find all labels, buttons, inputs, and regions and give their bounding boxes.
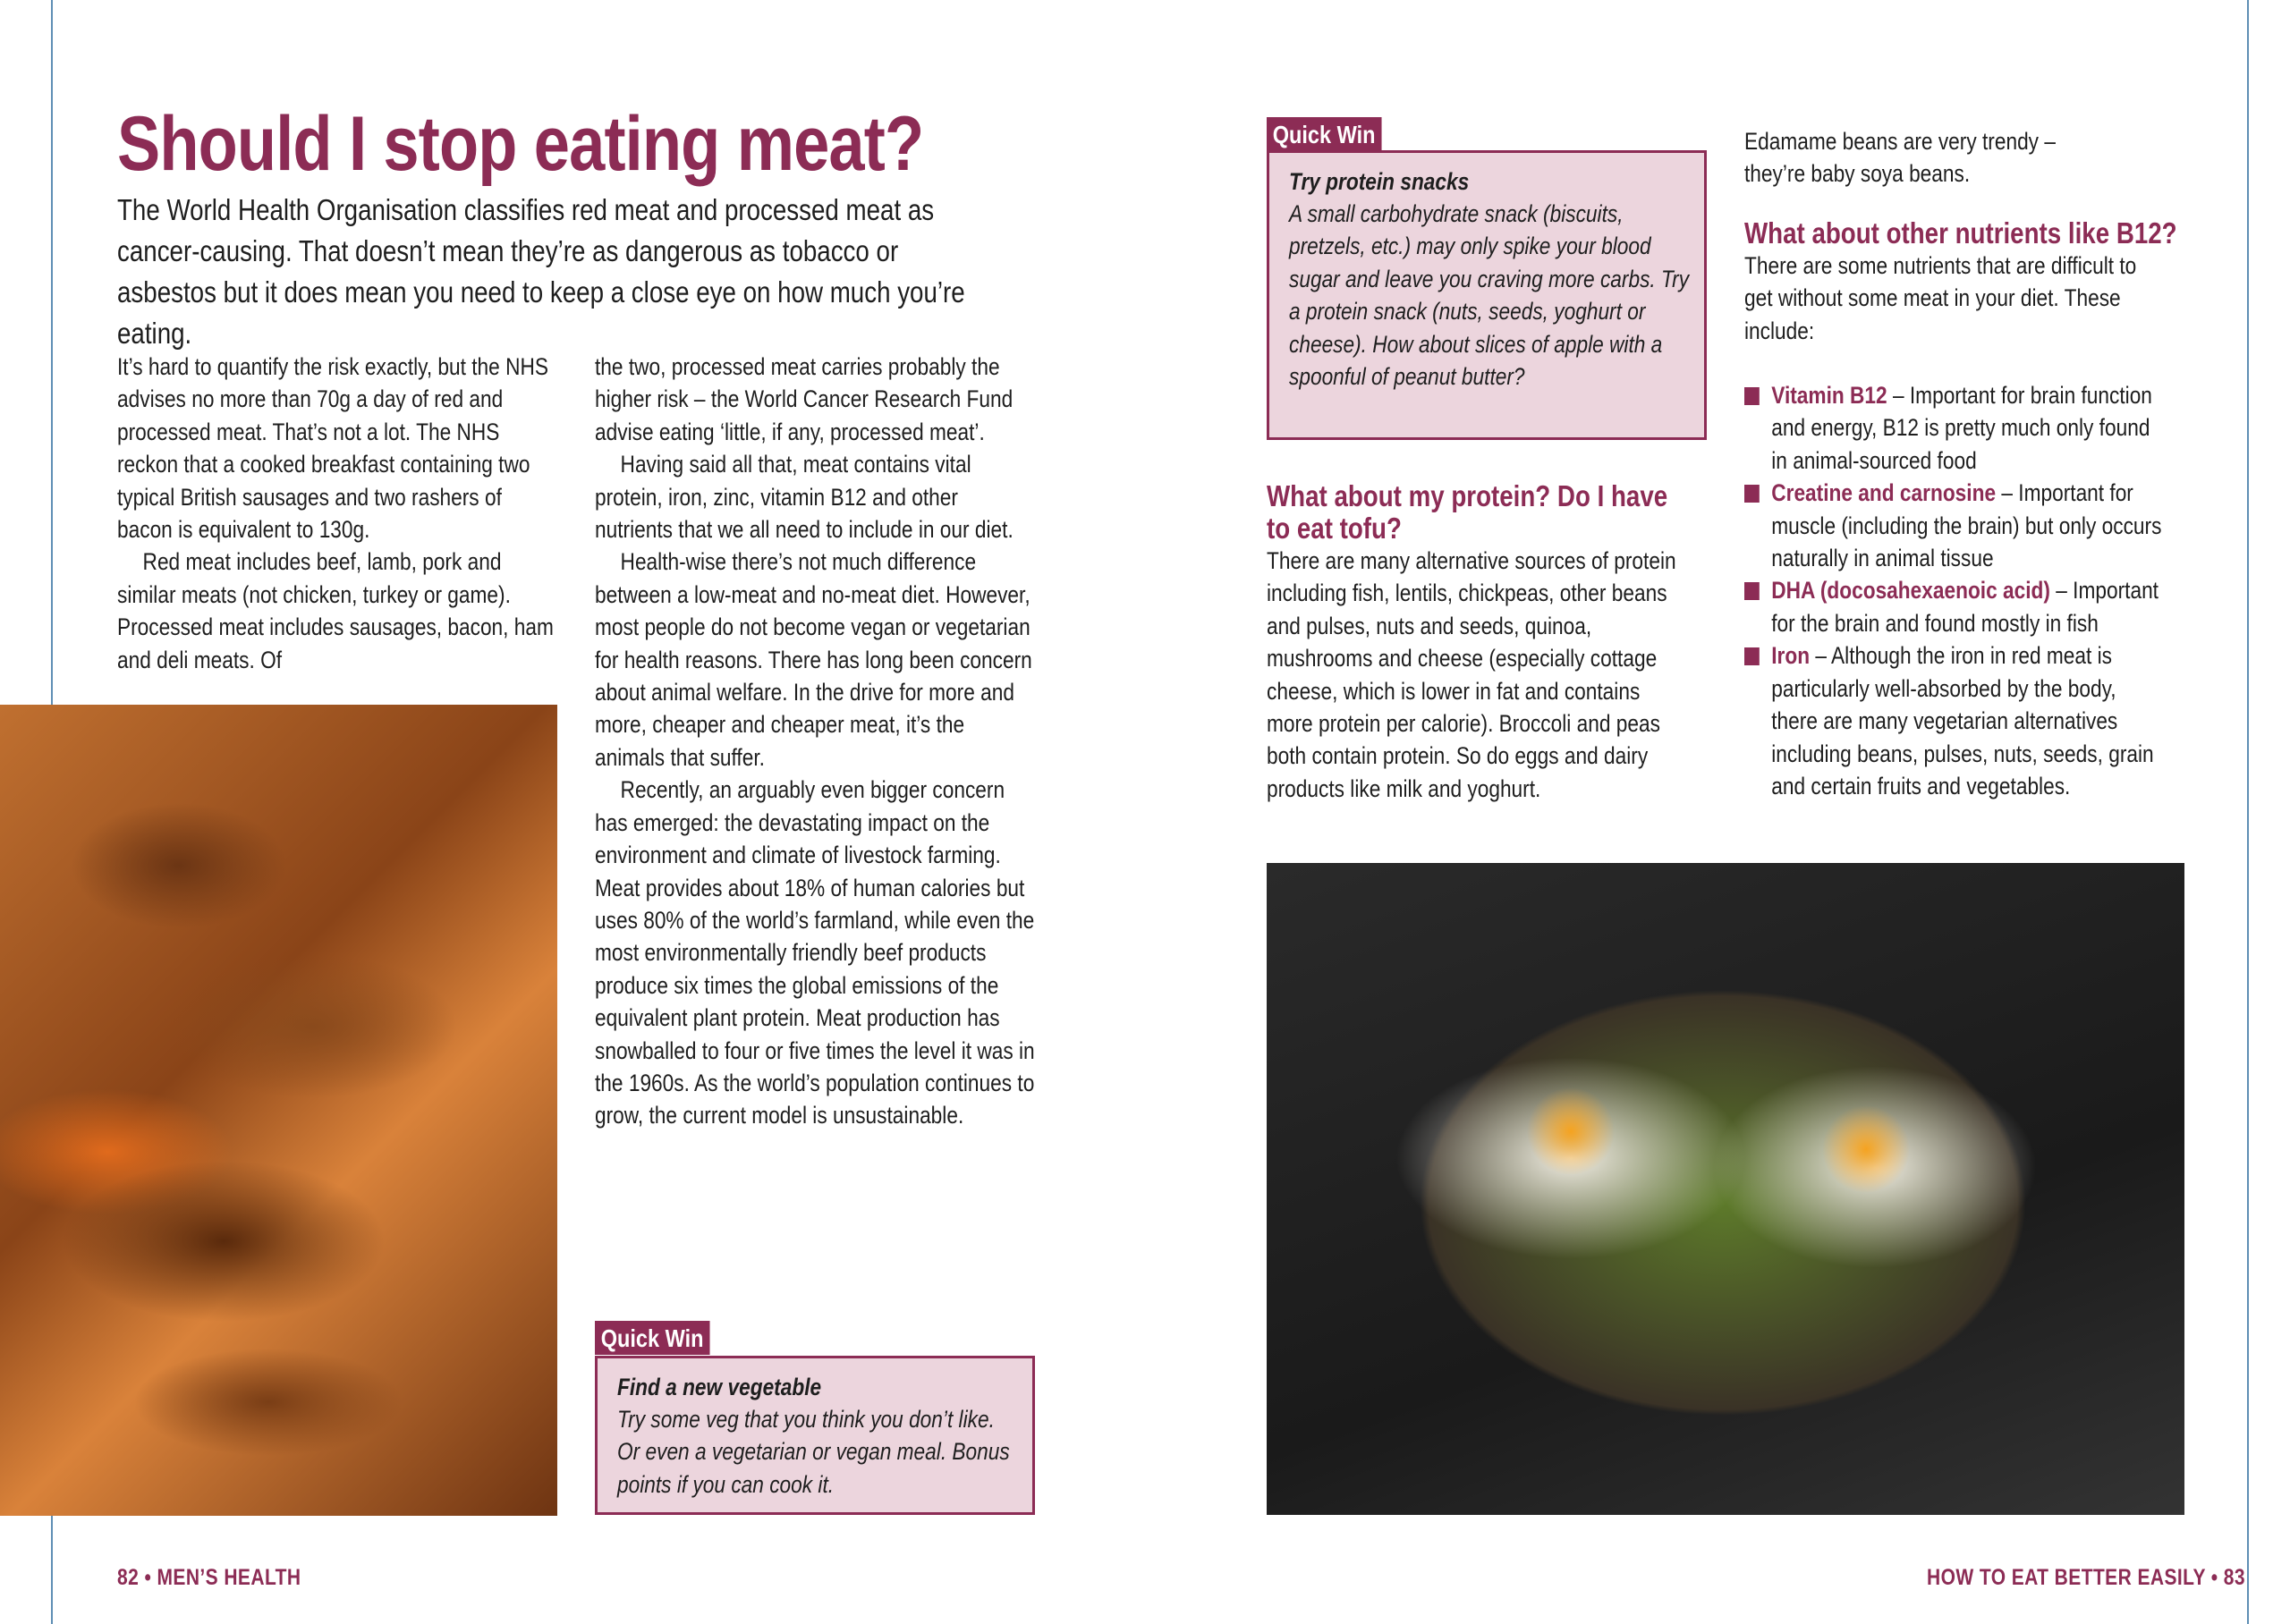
quick-win-box	[595, 1356, 1035, 1515]
quick-win-title: Try protein snacks	[1289, 168, 1470, 195]
protein-section	[1267, 480, 1687, 805]
quick-win-body: Try some veg that you think you don’t like. Or even a vegetarian or vegan meal. Bonus points if you can cook it.	[617, 1406, 1010, 1498]
nutrient-description: – Important for brain function and energy, B12 is pretty much only found in animal-sourced food	[1771, 382, 2152, 474]
roast-chicken-photo	[0, 705, 557, 1516]
nutrient-item	[1744, 574, 2165, 639]
paragraph: Having said all that, meat contains vital protein, iron, zinc, vitamin B12 and other nutrients that we all need to include in our diet.	[595, 451, 1014, 544]
quick-win-title: Find a new vegetable	[617, 1374, 822, 1400]
nutrient-item	[1744, 379, 2165, 477]
nutrients-heading: What about other nutrients like B12?	[1744, 216, 2177, 250]
nutrient-item	[1744, 639, 2165, 802]
quick-win-vegetable	[595, 1321, 732, 1355]
body-column-2	[595, 351, 1039, 1132]
body-column-1	[117, 351, 561, 676]
quick-win-body: A small carbohydrate snack (biscuits, pretzels, etc.) may only spike your blood sugar and leave you craving more carbs. Try a protein snack (nuts, seeds, yoghurt or cheese). How about slices of apple with a spoonful of peanut butter?	[1289, 200, 1690, 391]
paragraph: the two, processed meat carries probably the higher risk – the World Cancer Research Fund advise eating ‘little, if any, processed meat’.	[595, 353, 1014, 445]
paragraph: Health-wise there’s not much difference between a low-meat and no-meat diet. However, most people do not become vegan or vegetarian for health reasons. There has long been concern about animal welfare. In the drive for more and more, cheaper and cheaper meat, it’s the animals that suffer.	[595, 548, 1032, 771]
footer-right: HOW TO EAT BETTER EASILY • 83	[1927, 1565, 2245, 1590]
quick-win-tab: Quick Win	[595, 1321, 709, 1355]
nutrient-term: Vitamin B12	[1771, 382, 1887, 410]
protein-heading: What about my protein? Do I have to eat tofu?	[1267, 479, 1668, 545]
nutrient-term: Creatine and carnosine	[1771, 479, 1997, 507]
paragraph: It’s hard to quantify the risk exactly, but the NHS advises no more than 70g a day of red and processed meat. That’s not a lot. The NHS reckon that a cooked breakfast containing two typical British sausages and two rashers of bacon is equivalent to 130g.	[117, 353, 548, 544]
nutrient-description: – Important for the brain and found mostly in fish	[1771, 577, 2159, 637]
nutrient-description: – Although the iron in red meat is particularly well-absorbed by the body, there are many vegetarian alternatives including beans, pulses, nuts, seeds, grain and certain fruits and vegetables.	[1771, 642, 2154, 799]
paragraph: Red meat includes beef, lamb, pork and similar meats (not chicken, turkey or game). Processed meat includes sausages, bacon, ham and deli meats. Of	[117, 548, 554, 673]
eggs-and-sprouts-photo	[1267, 863, 2184, 1515]
quick-win-snacks	[1267, 117, 1404, 151]
nutrient-item	[1744, 477, 2165, 574]
protein-body: There are many alternative sources of protein including fish, lentils, chickpeas, other beans and pulses, nuts and seeds, quinoa, mushrooms and cheese (especially cottage cheese, which is lower in fat and contains more protein per calorie). Broccoli and peas both contain protein. So do eggs and dairy products like milk and yoghurt.	[1267, 547, 1676, 802]
nutrient-term: DHA (docosahexaenoic acid)	[1771, 577, 2050, 605]
intro-text: The World Health Organisation classifies red meat and processed meat as cancer-causing. That doesn’t mean they’re as dangerous as tobacco or asbestos but it does mean you need to keep a close eye on how much you’re eating.	[117, 193, 965, 350]
page-edge-right	[2247, 0, 2249, 1624]
quick-win-box	[1267, 150, 1707, 440]
paragraph: Recently, an arguably even bigger concern has emerged: the devastating impact on the environment and climate of livestock farming. Meat provides about 18% of human calories but uses 80% of the world’s farmland, while even the most environmentally friendly beef products produce six times the global emissions of the equivalent plant protein. Meat production has snowballed to four or five times the level it was in the 1960s. As the world’s population continues to grow, the current model is unsustainable.	[595, 776, 1035, 1129]
nutrients-section	[1744, 125, 2188, 802]
edamame-text: Edamame beans are very trendy – they’re baby soya beans.	[1744, 128, 2056, 188]
footer-left: 82 • MEN’S HEALTH	[117, 1565, 301, 1590]
quick-win-tab: Quick Win	[1267, 117, 1381, 151]
nutrient-description: – Important for muscle (including the brain) but only occurs naturally in animal tissue	[1771, 479, 2162, 572]
page-title: Should I stop eating meat?	[117, 101, 924, 187]
nutrients-intro: There are some nutrients that are difficult to get without some meat in your diet. These include:	[1744, 251, 2137, 344]
nutrient-term: Iron	[1771, 642, 1811, 670]
nutrient-list	[1744, 379, 2188, 802]
title-wrap	[117, 100, 1169, 189]
